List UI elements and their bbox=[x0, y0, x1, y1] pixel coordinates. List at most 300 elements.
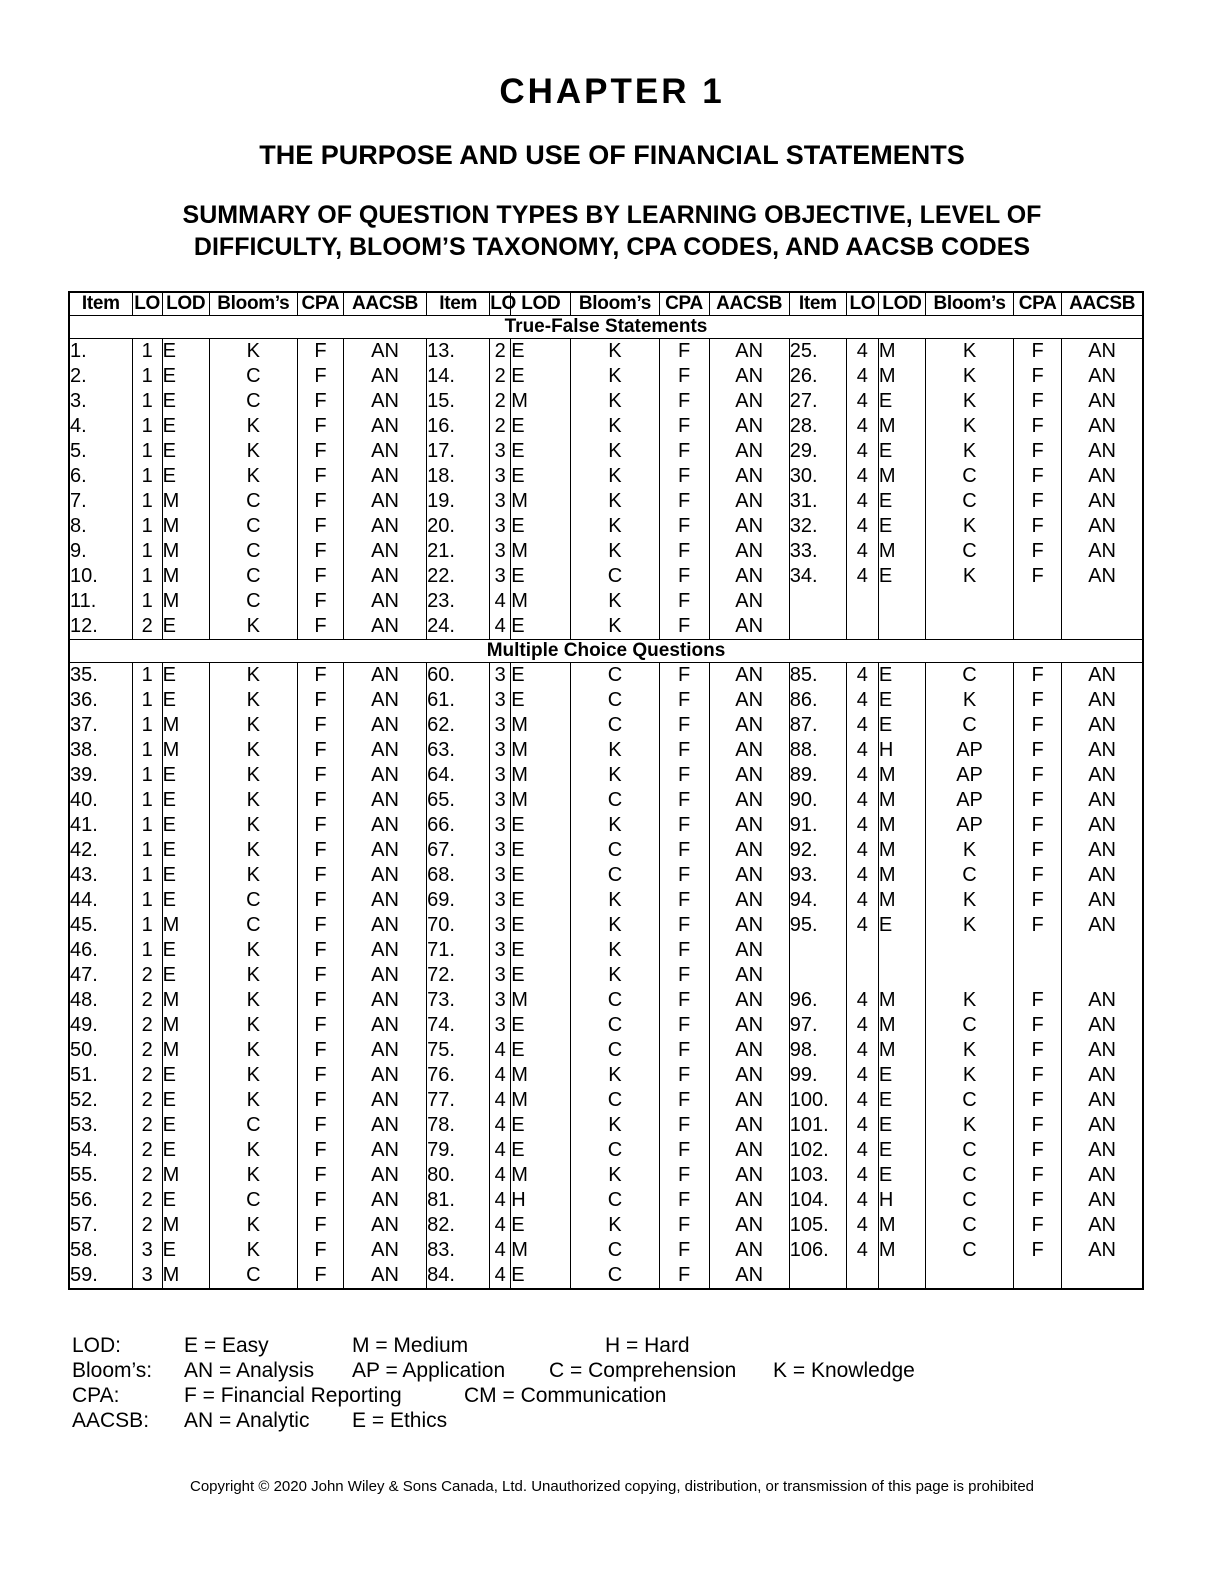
cell-lod: E bbox=[511, 1113, 571, 1138]
cell-lo: 1 bbox=[132, 863, 162, 888]
cell-cpa: F bbox=[297, 339, 343, 365]
empty-cell bbox=[1062, 1263, 1143, 1289]
cell-blooms: K bbox=[571, 1063, 659, 1088]
cell-lod: M bbox=[511, 539, 571, 564]
cell-item: 28. bbox=[789, 414, 846, 439]
cell-cpa: F bbox=[1014, 1188, 1062, 1213]
empty-cell bbox=[1014, 938, 1062, 963]
cell-cpa: F bbox=[297, 389, 343, 414]
cell-aacsb: AN bbox=[343, 464, 426, 489]
cell-item: 33. bbox=[789, 539, 846, 564]
cell-blooms: K bbox=[571, 614, 659, 640]
table-row bbox=[69, 1113, 1143, 1138]
section-row bbox=[69, 640, 1143, 663]
cell-aacsb: AN bbox=[1062, 1238, 1143, 1263]
cell-lod: E bbox=[511, 364, 571, 389]
cell-cpa: F bbox=[1014, 1063, 1062, 1088]
cell-blooms: C bbox=[209, 514, 297, 539]
cell-lo: 2 bbox=[132, 1063, 162, 1088]
cell-lo: 3 bbox=[132, 1238, 162, 1263]
cell-lo: 4 bbox=[490, 589, 511, 614]
cell-item: 73. bbox=[427, 988, 490, 1013]
cell-blooms: C bbox=[925, 539, 1013, 564]
legend-cpa-financial-reporting: F = Financial Reporting bbox=[184, 1384, 402, 1407]
cell-cpa: F bbox=[659, 1188, 709, 1213]
cell-lod: E bbox=[162, 1063, 209, 1088]
cell-blooms: C bbox=[571, 838, 659, 863]
cell-lo: 4 bbox=[490, 1213, 511, 1238]
cell-lod: E bbox=[511, 863, 571, 888]
cell-lo: 4 bbox=[846, 1238, 878, 1263]
cell-item: 50. bbox=[69, 1038, 132, 1063]
cell-item: 9. bbox=[69, 539, 132, 564]
cell-item: 2. bbox=[69, 364, 132, 389]
cell-blooms: K bbox=[209, 938, 297, 963]
table-row bbox=[69, 539, 1143, 564]
cell-lo: 4 bbox=[846, 863, 878, 888]
cell-cpa: F bbox=[297, 763, 343, 788]
cell-item: 13. bbox=[427, 339, 490, 365]
cell-aacsb: AN bbox=[709, 813, 789, 838]
cell-lo: 4 bbox=[846, 539, 878, 564]
cell-cpa: F bbox=[659, 514, 709, 539]
cell-item: 43. bbox=[69, 863, 132, 888]
cell-blooms: K bbox=[209, 663, 297, 689]
cell-cpa: F bbox=[659, 688, 709, 713]
cell-aacsb: AN bbox=[1062, 1063, 1143, 1088]
cell-blooms: C bbox=[925, 489, 1013, 514]
cell-blooms: K bbox=[925, 988, 1013, 1013]
cell-blooms: C bbox=[571, 988, 659, 1013]
cell-aacsb: AN bbox=[709, 489, 789, 514]
cell-lo: 3 bbox=[490, 1013, 511, 1038]
cell-aacsb: AN bbox=[343, 389, 426, 414]
cell-lod: M bbox=[878, 1013, 925, 1038]
cell-blooms: C bbox=[925, 1138, 1013, 1163]
cell-blooms: K bbox=[925, 339, 1013, 365]
empty-cell bbox=[846, 1263, 878, 1289]
cell-lod: E bbox=[878, 489, 925, 514]
cell-blooms: K bbox=[571, 489, 659, 514]
cell-cpa: F bbox=[1014, 1088, 1062, 1113]
cell-lod: E bbox=[162, 838, 209, 863]
cell-aacsb: AN bbox=[709, 1163, 789, 1188]
header-item: Item bbox=[69, 292, 132, 316]
cell-blooms: C bbox=[209, 589, 297, 614]
cell-lo: 1 bbox=[132, 688, 162, 713]
cell-lo: 1 bbox=[132, 938, 162, 963]
cell-lo: 3 bbox=[490, 464, 511, 489]
cell-aacsb: AN bbox=[709, 614, 789, 640]
cell-item: 94. bbox=[789, 888, 846, 913]
cell-blooms: C bbox=[209, 389, 297, 414]
copyright-notice: Copyright © 2020 John Wiley & Sons Canada, Ltd. Unauthorized copying, distribution, or transmission of this page is prohibited bbox=[189, 1478, 1034, 1495]
cell-lo: 2 bbox=[490, 364, 511, 389]
cell-lod: M bbox=[878, 763, 925, 788]
cell-item: 30. bbox=[789, 464, 846, 489]
empty-cell bbox=[1062, 614, 1143, 640]
cell-lod: E bbox=[878, 564, 925, 589]
cell-item: 80. bbox=[427, 1163, 490, 1188]
cell-lo: 4 bbox=[846, 1213, 878, 1238]
cell-aacsb: AN bbox=[1062, 389, 1143, 414]
cell-blooms: K bbox=[925, 414, 1013, 439]
cell-aacsb: AN bbox=[1062, 988, 1143, 1013]
table-row bbox=[69, 614, 1143, 640]
cell-item: 16. bbox=[427, 414, 490, 439]
cell-aacsb: AN bbox=[709, 514, 789, 539]
cell-aacsb: AN bbox=[1062, 838, 1143, 863]
cell-aacsb: AN bbox=[709, 539, 789, 564]
cell-cpa: F bbox=[297, 1013, 343, 1038]
cell-aacsb: AN bbox=[1062, 1113, 1143, 1138]
cell-cpa: F bbox=[1014, 339, 1062, 365]
cell-lod: E bbox=[511, 813, 571, 838]
cell-cpa: F bbox=[297, 913, 343, 938]
cell-aacsb: AN bbox=[343, 1063, 426, 1088]
cell-blooms: C bbox=[571, 1038, 659, 1063]
summary-title-line2: DIFFICULTY, BLOOM’S TAXONOMY, CPA CODES, AND AACSB CODES bbox=[193, 233, 1031, 261]
table-row bbox=[69, 1263, 1143, 1289]
cell-lo: 2 bbox=[132, 614, 162, 640]
cell-lod: E bbox=[878, 1063, 925, 1088]
empty-cell bbox=[789, 963, 846, 988]
cell-cpa: F bbox=[297, 1188, 343, 1213]
cell-lo: 1 bbox=[132, 713, 162, 738]
table-row bbox=[69, 963, 1143, 988]
cell-blooms: K bbox=[571, 464, 659, 489]
cell-cpa: F bbox=[659, 1138, 709, 1163]
cell-blooms: C bbox=[925, 1163, 1013, 1188]
cell-item: 27. bbox=[789, 389, 846, 414]
cell-cpa: F bbox=[297, 1263, 343, 1289]
cell-lo: 1 bbox=[132, 489, 162, 514]
cell-lod: M bbox=[162, 1163, 209, 1188]
cell-aacsb: AN bbox=[709, 1013, 789, 1038]
cell-cpa: F bbox=[297, 464, 343, 489]
table-row bbox=[69, 464, 1143, 489]
cell-cpa: F bbox=[297, 963, 343, 988]
cell-lod: E bbox=[162, 364, 209, 389]
cell-lo: 1 bbox=[132, 589, 162, 614]
cell-lod: M bbox=[162, 913, 209, 938]
cell-aacsb: AN bbox=[343, 339, 426, 365]
cell-blooms: K bbox=[209, 788, 297, 813]
empty-cell bbox=[1062, 938, 1143, 963]
cell-aacsb: AN bbox=[709, 1238, 789, 1263]
cell-lo: 2 bbox=[490, 389, 511, 414]
cell-lo: 3 bbox=[490, 514, 511, 539]
cell-aacsb: AN bbox=[1062, 763, 1143, 788]
cell-aacsb: AN bbox=[709, 1038, 789, 1063]
cell-blooms: C bbox=[571, 663, 659, 689]
cell-lo: 1 bbox=[132, 539, 162, 564]
cell-blooms: C bbox=[571, 1088, 659, 1113]
cell-cpa: F bbox=[297, 364, 343, 389]
cell-aacsb: AN bbox=[709, 738, 789, 763]
cell-blooms: C bbox=[571, 863, 659, 888]
cell-lod: M bbox=[162, 738, 209, 763]
cell-item: 37. bbox=[69, 713, 132, 738]
cell-lod: E bbox=[511, 1013, 571, 1038]
cell-aacsb: AN bbox=[343, 738, 426, 763]
cell-item: 104. bbox=[789, 1188, 846, 1213]
cell-lo: 1 bbox=[132, 813, 162, 838]
cell-lo: 1 bbox=[132, 514, 162, 539]
cell-item: 12. bbox=[69, 614, 132, 640]
cell-blooms: K bbox=[571, 1113, 659, 1138]
cell-cpa: F bbox=[297, 788, 343, 813]
cell-lo: 4 bbox=[490, 1163, 511, 1188]
cell-lo: 1 bbox=[132, 788, 162, 813]
table-row bbox=[69, 564, 1143, 589]
cell-lod: E bbox=[878, 1113, 925, 1138]
cell-item: 11. bbox=[69, 589, 132, 614]
cell-blooms: K bbox=[209, 813, 297, 838]
cell-cpa: F bbox=[1014, 913, 1062, 938]
cell-lo: 4 bbox=[846, 364, 878, 389]
cell-cpa: F bbox=[1014, 838, 1062, 863]
cell-item: 82. bbox=[427, 1213, 490, 1238]
cell-item: 68. bbox=[427, 863, 490, 888]
cell-item: 106. bbox=[789, 1238, 846, 1263]
cell-aacsb: AN bbox=[1062, 1038, 1143, 1063]
cell-lo: 3 bbox=[490, 439, 511, 464]
empty-cell bbox=[789, 589, 846, 614]
header-lo: LO bbox=[132, 292, 162, 316]
cell-cpa: F bbox=[297, 1113, 343, 1138]
cell-blooms: K bbox=[571, 364, 659, 389]
cell-cpa: F bbox=[659, 863, 709, 888]
cell-blooms: AP bbox=[925, 763, 1013, 788]
cell-lod: E bbox=[162, 788, 209, 813]
cell-item: 89. bbox=[789, 763, 846, 788]
cell-blooms: C bbox=[209, 913, 297, 938]
cell-aacsb: AN bbox=[709, 1088, 789, 1113]
cell-lo: 1 bbox=[132, 738, 162, 763]
cell-aacsb: AN bbox=[709, 663, 789, 689]
cell-blooms: K bbox=[571, 539, 659, 564]
cell-blooms: C bbox=[209, 489, 297, 514]
cell-lo: 3 bbox=[490, 688, 511, 713]
cell-lod: M bbox=[878, 1213, 925, 1238]
cell-lod: M bbox=[162, 514, 209, 539]
cell-cpa: F bbox=[297, 539, 343, 564]
cell-cpa: F bbox=[1014, 414, 1062, 439]
cell-lod: M bbox=[878, 414, 925, 439]
cell-lo: 4 bbox=[846, 763, 878, 788]
cell-item: 10. bbox=[69, 564, 132, 589]
cell-aacsb: AN bbox=[1062, 713, 1143, 738]
header-blooms: Bloom’s bbox=[209, 292, 297, 316]
cell-aacsb: AN bbox=[709, 838, 789, 863]
cell-cpa: F bbox=[1014, 888, 1062, 913]
table-row bbox=[69, 489, 1143, 514]
cell-blooms: C bbox=[209, 364, 297, 389]
cell-blooms: K bbox=[925, 439, 1013, 464]
cell-item: 92. bbox=[789, 838, 846, 863]
cell-lo: 3 bbox=[490, 489, 511, 514]
cell-lod: M bbox=[162, 1263, 209, 1289]
empty-cell bbox=[846, 963, 878, 988]
cell-lod: E bbox=[511, 663, 571, 689]
cell-aacsb: AN bbox=[1062, 1213, 1143, 1238]
cell-lod: M bbox=[162, 1038, 209, 1063]
table-row bbox=[69, 364, 1143, 389]
cell-lo: 1 bbox=[132, 663, 162, 689]
cell-lo: 3 bbox=[490, 564, 511, 589]
cell-item: 25. bbox=[789, 339, 846, 365]
table-row bbox=[69, 414, 1143, 439]
empty-cell bbox=[925, 1263, 1013, 1289]
cell-item: 48. bbox=[69, 988, 132, 1013]
cell-lod: E bbox=[162, 1238, 209, 1263]
cell-aacsb: AN bbox=[343, 1138, 426, 1163]
cell-aacsb: AN bbox=[1062, 788, 1143, 813]
cell-lod: E bbox=[162, 888, 209, 913]
cell-aacsb: AN bbox=[1062, 663, 1143, 689]
cell-lod: E bbox=[511, 414, 571, 439]
table-row bbox=[69, 913, 1143, 938]
header-aacsb: AACSB bbox=[1062, 292, 1143, 316]
cell-blooms: K bbox=[209, 1063, 297, 1088]
legend-aacsb-ethics: E = Ethics bbox=[352, 1409, 448, 1432]
cell-aacsb: AN bbox=[343, 414, 426, 439]
cell-lo: 4 bbox=[846, 439, 878, 464]
cell-lo: 4 bbox=[846, 663, 878, 689]
cell-lo: 3 bbox=[490, 888, 511, 913]
cell-item: 36. bbox=[69, 688, 132, 713]
legend-lod-label: LOD: bbox=[72, 1334, 122, 1357]
cell-lod: E bbox=[162, 1113, 209, 1138]
empty-cell bbox=[846, 938, 878, 963]
cell-blooms: K bbox=[571, 439, 659, 464]
cell-aacsb: AN bbox=[1062, 1188, 1143, 1213]
cell-aacsb: AN bbox=[709, 763, 789, 788]
cell-lod: M bbox=[162, 713, 209, 738]
cell-aacsb: AN bbox=[343, 1013, 426, 1038]
cell-blooms: K bbox=[925, 688, 1013, 713]
cell-blooms: C bbox=[925, 1188, 1013, 1213]
table-row bbox=[69, 738, 1143, 763]
cell-lo: 1 bbox=[132, 364, 162, 389]
cell-item: 8. bbox=[69, 514, 132, 539]
cell-item: 24. bbox=[427, 614, 490, 640]
cell-cpa: F bbox=[1014, 1113, 1062, 1138]
cell-item: 49. bbox=[69, 1013, 132, 1038]
cell-blooms: K bbox=[925, 1063, 1013, 1088]
cell-lo: 4 bbox=[490, 1138, 511, 1163]
cell-lo: 4 bbox=[846, 1063, 878, 1088]
table-row bbox=[69, 514, 1143, 539]
header-cpa: CPA bbox=[1014, 292, 1062, 316]
cell-blooms: C bbox=[925, 663, 1013, 689]
cell-aacsb: AN bbox=[1062, 414, 1143, 439]
cell-lo: 3 bbox=[490, 813, 511, 838]
cell-blooms: K bbox=[571, 738, 659, 763]
legend-lod-medium: M = Medium bbox=[352, 1334, 469, 1357]
cell-item: 39. bbox=[69, 763, 132, 788]
cell-item: 69. bbox=[427, 888, 490, 913]
cell-lo: 3 bbox=[490, 863, 511, 888]
cell-lo: 3 bbox=[490, 963, 511, 988]
cell-cpa: F bbox=[659, 1238, 709, 1263]
empty-cell bbox=[878, 963, 925, 988]
cell-lod: M bbox=[878, 863, 925, 888]
cell-aacsb: AN bbox=[343, 863, 426, 888]
cell-item: 1. bbox=[69, 339, 132, 365]
legend-cpa-communication: CM = Communication bbox=[464, 1384, 667, 1407]
cell-item: 65. bbox=[427, 788, 490, 813]
cell-cpa: F bbox=[659, 464, 709, 489]
cell-lod: E bbox=[511, 1263, 571, 1289]
cell-blooms: C bbox=[209, 1113, 297, 1138]
cell-blooms: K bbox=[209, 439, 297, 464]
cell-cpa: F bbox=[659, 963, 709, 988]
cell-blooms: K bbox=[209, 863, 297, 888]
cell-item: 87. bbox=[789, 713, 846, 738]
cell-blooms: C bbox=[571, 1188, 659, 1213]
cell-item: 51. bbox=[69, 1063, 132, 1088]
cell-cpa: F bbox=[1014, 1238, 1062, 1263]
cell-lo: 4 bbox=[846, 1138, 878, 1163]
empty-cell bbox=[878, 614, 925, 640]
cell-lo: 1 bbox=[132, 464, 162, 489]
cell-lod: E bbox=[162, 614, 209, 640]
cell-lo: 1 bbox=[132, 913, 162, 938]
cell-item: 3. bbox=[69, 389, 132, 414]
cell-lo: 1 bbox=[132, 763, 162, 788]
cell-lo: 4 bbox=[846, 1163, 878, 1188]
cell-blooms: K bbox=[925, 364, 1013, 389]
cell-lo: 4 bbox=[490, 1238, 511, 1263]
cell-cpa: F bbox=[1014, 788, 1062, 813]
cell-lo: 1 bbox=[132, 339, 162, 365]
cell-aacsb: AN bbox=[709, 788, 789, 813]
empty-cell bbox=[925, 938, 1013, 963]
cell-lo: 4 bbox=[846, 339, 878, 365]
cell-cpa: F bbox=[1014, 564, 1062, 589]
cell-lod: M bbox=[511, 988, 571, 1013]
cell-item: 74. bbox=[427, 1013, 490, 1038]
cell-blooms: K bbox=[571, 913, 659, 938]
cell-cpa: F bbox=[297, 614, 343, 640]
cell-blooms: K bbox=[209, 988, 297, 1013]
cell-item: 38. bbox=[69, 738, 132, 763]
cell-item: 90. bbox=[789, 788, 846, 813]
cell-lo: 2 bbox=[132, 1163, 162, 1188]
cell-cpa: F bbox=[297, 1138, 343, 1163]
cell-blooms: K bbox=[925, 564, 1013, 589]
cell-lod: M bbox=[878, 464, 925, 489]
cell-aacsb: AN bbox=[709, 1188, 789, 1213]
table-row bbox=[69, 938, 1143, 963]
cell-cpa: F bbox=[297, 1038, 343, 1063]
cell-item: 64. bbox=[427, 763, 490, 788]
cell-aacsb: AN bbox=[709, 464, 789, 489]
cell-lo: 4 bbox=[846, 788, 878, 813]
cell-aacsb: AN bbox=[343, 988, 426, 1013]
cell-aacsb: AN bbox=[1062, 888, 1143, 913]
cell-item: 52. bbox=[69, 1088, 132, 1113]
cell-lod: E bbox=[511, 614, 571, 640]
cell-lo: 2 bbox=[132, 988, 162, 1013]
cell-lod: E bbox=[878, 1088, 925, 1113]
cell-cpa: F bbox=[659, 738, 709, 763]
cell-lod: M bbox=[511, 1238, 571, 1263]
cell-cpa: F bbox=[1014, 1213, 1062, 1238]
cell-item: 57. bbox=[69, 1213, 132, 1238]
